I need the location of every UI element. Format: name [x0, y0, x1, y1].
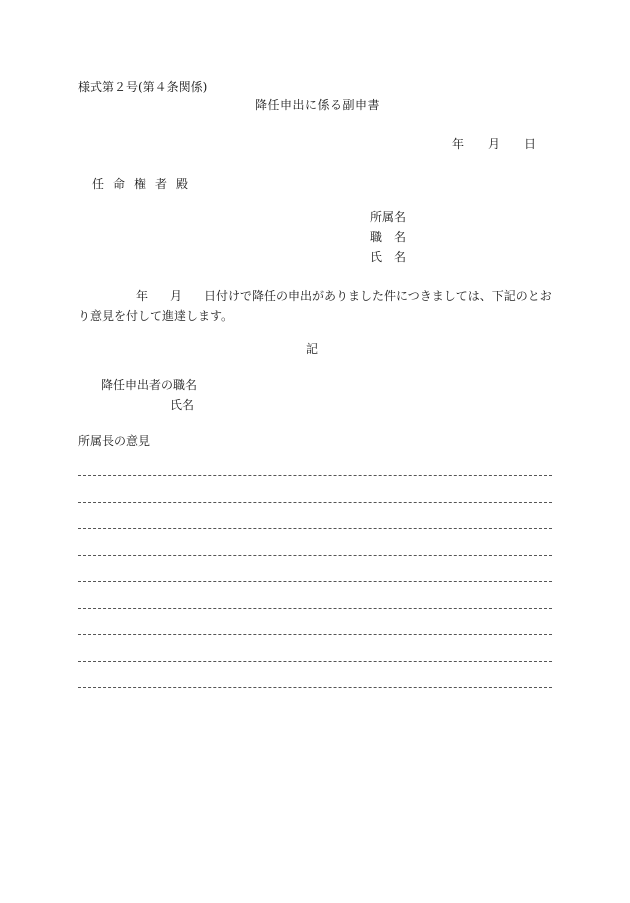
applicant-post-label: 降任申出者の職名	[101, 378, 198, 392]
applicant-name-label: 氏名	[170, 398, 195, 412]
opinion-dotted-line	[78, 475, 552, 476]
sender-post: 職 名	[370, 230, 407, 244]
sender-block	[370, 210, 406, 270]
body-year-label: 年	[136, 289, 149, 303]
opinion-dotted-line	[78, 634, 552, 635]
body-text: 日付けで降任の申出がありました件につきましては、下記のとおり意見を付して進達します。	[78, 289, 552, 323]
date-day-label: 日	[524, 137, 537, 151]
document-title: 降任申出に係る副申書	[255, 98, 381, 112]
opinion-label: 所属長の意見	[78, 434, 151, 448]
opinion-dotted-line	[78, 555, 552, 556]
opinion-dotted-line	[78, 502, 552, 503]
opinion-dotted-line	[78, 661, 552, 662]
opinion-dotted-line	[78, 687, 552, 688]
body-month-label: 月	[170, 289, 183, 303]
body-paragraph	[78, 286, 553, 326]
form-number: 様式第２号(第４条関係)	[78, 80, 208, 94]
sender-name: 氏 名	[370, 250, 407, 264]
opinion-lines	[78, 462, 552, 688]
date-year-label: 年	[452, 137, 465, 151]
addressee: 任命権者殿	[92, 177, 198, 191]
opinion-dotted-line	[78, 608, 552, 609]
sender-affiliation: 所属名	[370, 210, 407, 224]
ki-heading: 記	[306, 342, 319, 356]
opinion-dotted-line	[78, 581, 552, 582]
date-line	[452, 137, 536, 151]
opinion-dotted-line	[78, 528, 552, 529]
date-month-label: 月	[488, 137, 501, 151]
